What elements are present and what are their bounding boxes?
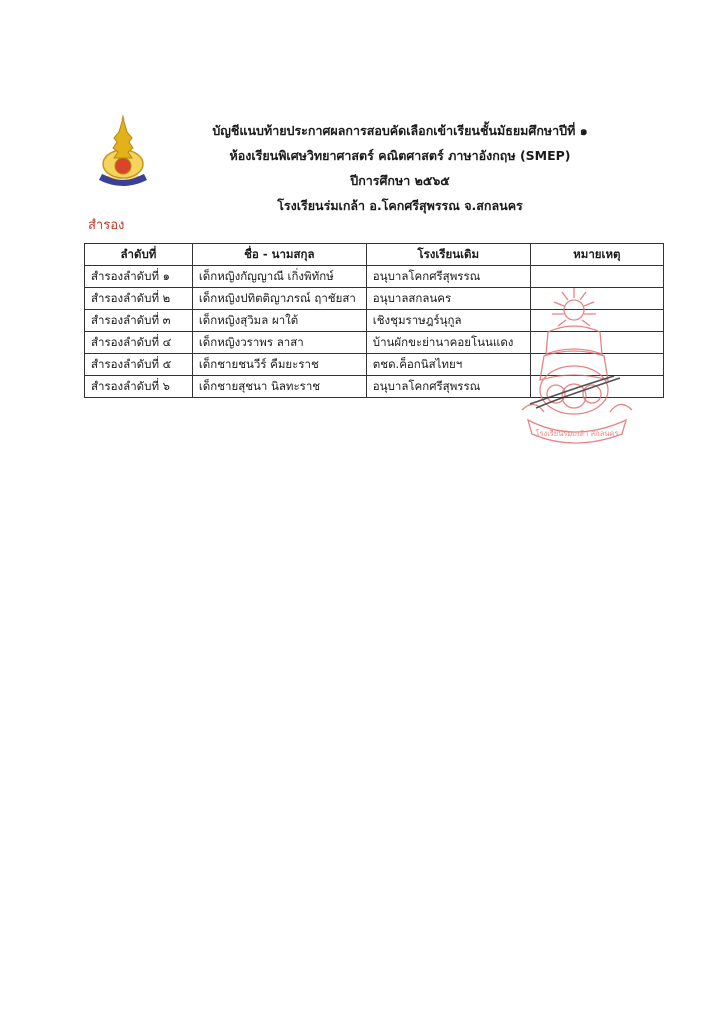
column-header-note: หมายเหตุ bbox=[530, 244, 663, 266]
cell-school: อนุบาลโคกศรีสุพรรณ bbox=[366, 376, 530, 398]
announcement-header bbox=[160, 118, 640, 218]
header-year: ปีการศึกษา ๒๕๖๕ bbox=[350, 173, 450, 188]
cell-rank: สำรองลำดับที่ ๖ bbox=[85, 376, 193, 398]
column-header-name: ชื่อ - นามสกุล bbox=[192, 244, 366, 266]
table-header-row bbox=[85, 244, 664, 266]
cell-name: เด็กชายชนวีร์ คืมยะราช bbox=[192, 354, 366, 376]
cell-school: บ้านผักขะย่านาคอยโนนแดง bbox=[366, 332, 530, 354]
cell-name: เด็กหญิงวราพร ลาสา bbox=[192, 332, 366, 354]
cell-rank: สำรองลำดับที่ ๓ bbox=[85, 310, 193, 332]
header-program: ห้องเรียนพิเศษวิทยาศาสตร์ คณิตศาสตร์ ภาษาอังกฤษ (SMEP) bbox=[229, 148, 571, 163]
cell-name: เด็กหญิงกัญญาณี เกิ่งพิทักษ์ bbox=[192, 266, 366, 288]
cell-rank: สำรองลำดับที่ ๒ bbox=[85, 288, 193, 310]
column-header-school: โรงเรียนเดิม bbox=[366, 244, 530, 266]
cell-rank: สำรองลำดับที่ ๕ bbox=[85, 354, 193, 376]
cell-school: เชิงชุมราษฎร์นุกูล bbox=[366, 310, 530, 332]
cell-name: เด็กชายสุชนา นิลทะราช bbox=[192, 376, 366, 398]
cell-school: ตชด.ค็อกนิสไทยฯ bbox=[366, 354, 530, 376]
seal-text: โรงเรียนร่มเกล้า สกลนคร bbox=[535, 429, 619, 438]
cell-rank: สำรองลำดับที่ ๔ bbox=[85, 332, 193, 354]
cell-rank: สำรองลำดับที่ ๑ bbox=[85, 266, 193, 288]
cell-name: เด็กหญิงสุวิมล ผาใต้ bbox=[192, 310, 366, 332]
cell-school: อนุบาลโคกศรีสุพรรณ bbox=[366, 266, 530, 288]
cell-name: เด็กหญิงปทิตติญาภรณ์ ฤาชัยสา bbox=[192, 288, 366, 310]
school-emblem-icon bbox=[92, 112, 154, 192]
header-title: บัญชีแนบท้ายประกาศผลการสอบคัดเลือกเข้าเรียนชั้นมัธยมศึกษาปีที่ ๑ bbox=[212, 123, 588, 138]
school-seal-stamp-icon bbox=[514, 284, 640, 454]
column-header-rank: ลำดับที่ bbox=[85, 244, 193, 266]
section-label-reserve: สำรอง bbox=[88, 218, 125, 233]
cell-school: อนุบาลสกลนคร bbox=[366, 288, 530, 310]
header-school: โรงเรียนร่มเกล้า อ.โคกศรีสุพรรณ จ.สกลนคร bbox=[277, 198, 523, 213]
